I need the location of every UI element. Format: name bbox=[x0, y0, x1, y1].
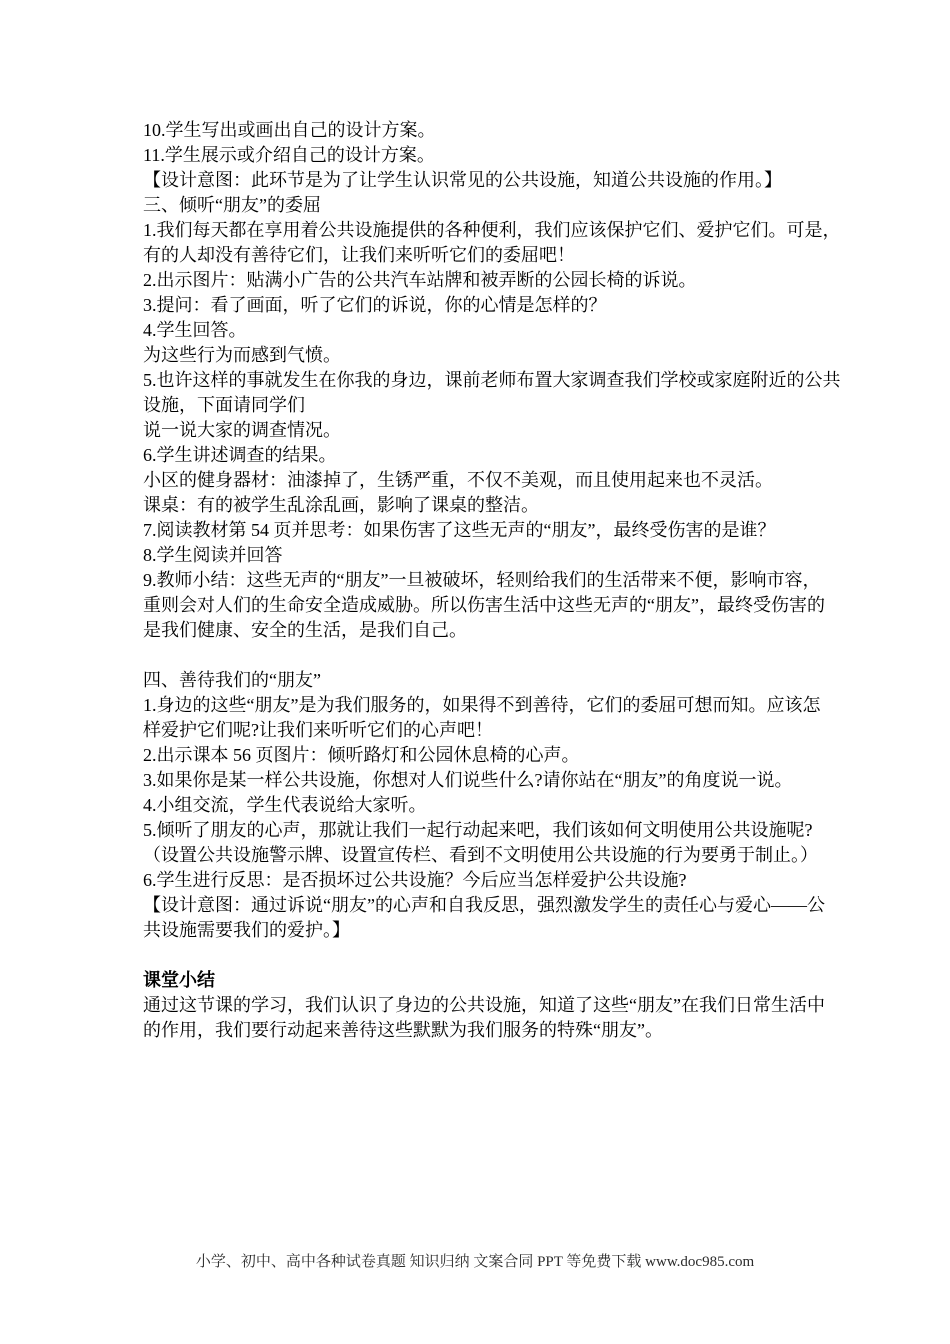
text-line: 1.身边的这些“朋友”是为我们服务的，如果得不到善待，它们的委屈可想而知。应该怎 bbox=[143, 695, 821, 715]
text-line: 4.小组交流，学生代表说给大家听。 bbox=[143, 795, 427, 815]
text-line: 共设施需要我们的爱护。】 bbox=[143, 920, 350, 940]
text-line: 7.阅读教材第 54 页并思考：如果伤害了这些无声的“朋友”，最终受伤害的是谁？ bbox=[143, 520, 776, 540]
text-line: 重则会对人们的生命安全造成威胁。所以伤害生活中这些无声的“朋友”，最终受伤害的 bbox=[143, 595, 825, 615]
text-line: 设施，下面请同学们 bbox=[143, 395, 305, 415]
text-line: 3.如果你是某一样公共设施，你想对人们说些什么?请你站在“朋友”的角度说一说。 bbox=[143, 770, 793, 790]
text-line: 课桌：有的被学生乱涂乱画，影响了课桌的整洁。 bbox=[143, 495, 539, 515]
text-line: 小区的健身器材：油漆掉了，生锈严重，不仅不美观，而且使用起来也不灵活。 bbox=[143, 470, 773, 490]
text-line: 8.学生阅读并回答 bbox=[143, 545, 283, 565]
text-line: 9.教师小结：这些无声的“朋友”一旦被破坏，轻则给我们的生活带来不便，影响市容， bbox=[143, 570, 821, 590]
text-line: 为这些行为而感到气愤。 bbox=[143, 345, 341, 365]
text-line: 2.出示图片：贴满小广告的公共汽车站牌和被弄断的公园长椅的诉说。 bbox=[143, 270, 697, 290]
text-line: 11.学生展示或介绍自己的设计方案。 bbox=[143, 145, 435, 165]
section-heading-three: 三、倾听“朋友”的委屈 bbox=[143, 195, 321, 215]
text-line: 5.倾听了朋友的心声，那就让我们一起行动起来吧，我们该如何文明使用公共设施呢? bbox=[143, 820, 813, 840]
text-line: 2.出示课本 56 页图片：倾听路灯和公园休息椅的心声。 bbox=[143, 745, 580, 765]
blank-line bbox=[143, 943, 850, 968]
text-line: 10.学生写出或画出自己的设计方案。 bbox=[143, 120, 436, 140]
text-line: 是我们健康、安全的生活，是我们自己。 bbox=[143, 620, 467, 640]
summary-heading: 课堂小结 bbox=[143, 970, 215, 990]
text-line: 样爱护它们呢?让我们来听听它们的心声吧！ bbox=[143, 720, 493, 740]
text-line: 6.学生进行反思：是否损坏过公共设施？今后应当怎样爱护公共设施? bbox=[143, 870, 687, 890]
text-line: 1.我们每天都在享用着公共设施提供的各种便利，我们应该保护它们、爱护它们。可是， bbox=[143, 220, 841, 240]
text-line: 通过这节课的学习，我们认识了身边的公共设施，知道了这些“朋友”在我们日常生活中 bbox=[143, 995, 825, 1015]
text-line: 6.学生讲述调查的结果。 bbox=[143, 445, 337, 465]
section-heading-four: 四、善待我们的“朋友” bbox=[143, 670, 321, 690]
page-footer bbox=[0, 1251, 950, 1273]
text-line: 有的人却没有善待它们，让我们来听听它们的委屈吧！ bbox=[143, 245, 575, 265]
text-line: （设置公共设施警示牌、设置宣传栏、看到不文明使用公共设施的行为要勇于制止。） bbox=[143, 845, 818, 865]
footer-text: 小学、初中、高中各种试卷真题 知识归纳 文案合同 PPT 等免费下载 www.doc985.com bbox=[195, 1254, 755, 1270]
text-line: 3.提问：看了画面，听了它们的诉说，你的心情是怎样的？ bbox=[143, 295, 607, 315]
text-line-design-intent: 【设计意图：通过诉说“朋友”的心声和自我反思，强烈激发学生的责任心与爱心——公 bbox=[143, 895, 825, 915]
text-line: 说一说大家的调查情况。 bbox=[143, 420, 341, 440]
text-line: 5.也许这样的事就发生在你我的身边，课前老师布置大家调查我们学校或家庭附近的公共 bbox=[143, 370, 841, 390]
text-line: 4.学生回答。 bbox=[143, 320, 247, 340]
document-body bbox=[143, 118, 850, 1043]
text-line-design-intent: 【设计意图：此环节是为了让学生认识常见的公共设施，知道公共设施的作用。】 bbox=[143, 170, 782, 190]
text-line: 的作用，我们要行动起来善待这些默默为我们服务的特殊“朋友”。 bbox=[143, 1020, 663, 1040]
blank-line bbox=[143, 643, 850, 668]
